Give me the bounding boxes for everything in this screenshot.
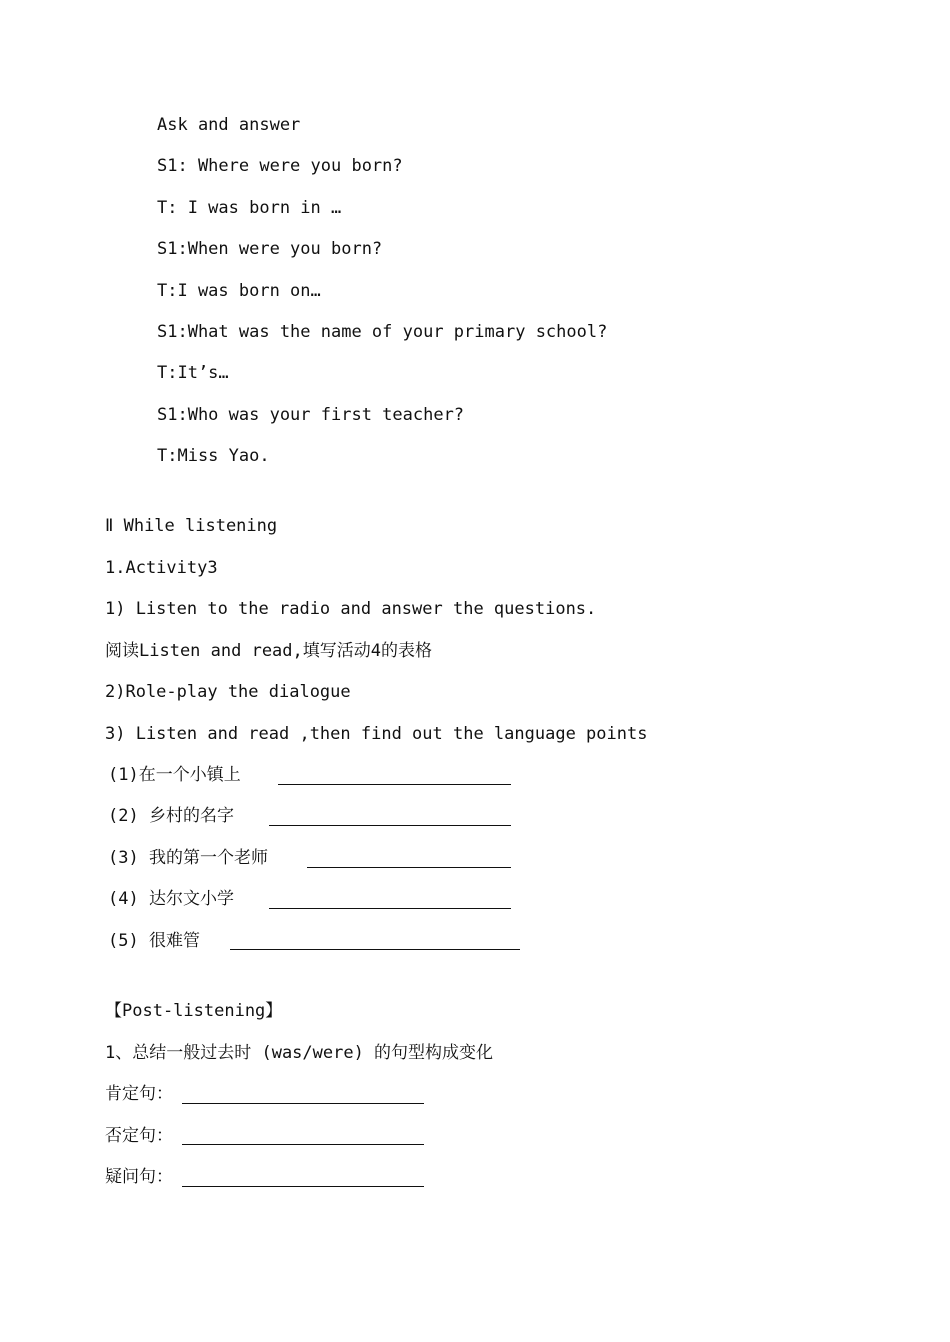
dialogue-line: S1: Where were you born? [157, 156, 403, 176]
sentence-form-label: 肯定句： [105, 1084, 173, 1104]
dialogue-line: S1:Who was your first teacher? [157, 405, 465, 425]
dialogue-line: S1:What was the name of your primary school? [157, 322, 608, 342]
dialogue-line: T:I was born on… [157, 281, 321, 301]
answer-blank[interactable] [230, 949, 520, 950]
answer-blank[interactable] [182, 1186, 424, 1187]
sentence-form-label: 疑问句： [105, 1167, 173, 1187]
ask-answer-heading: Ask and answer [157, 115, 301, 135]
answer-blank[interactable] [269, 825, 511, 826]
dialogue-line: T:Miss Yao. [157, 446, 270, 466]
step-1-note: 阅读Listen and read,填写活动4的表格 [105, 641, 432, 661]
language-point: (3) 我的第一个老师 [108, 848, 268, 868]
answer-blank[interactable] [182, 1144, 424, 1145]
post-listening-heading: 【Post-listening】 [105, 1001, 283, 1021]
answer-blank[interactable] [269, 908, 511, 909]
dialogue-line: S1:When were you born? [157, 239, 383, 259]
while-listening-heading: Ⅱ While listening [105, 516, 278, 536]
language-point: (4) 达尔文小学 [108, 889, 234, 909]
step-1: 1) Listen to the radio and answer the questions. [105, 599, 597, 619]
step-3: 3) Listen and read ,then find out the language points [105, 724, 648, 744]
post-listening-task: 1、总结一般过去时 (was/were) 的句型构成变化 [105, 1043, 494, 1063]
language-point: (2) 乡村的名字 [108, 806, 234, 826]
language-point: (1)在一个小镇上 [108, 765, 241, 785]
sentence-form-label: 否定句： [105, 1126, 173, 1146]
step-2: 2)Role-play the dialogue [105, 682, 351, 702]
answer-blank[interactable] [307, 867, 511, 868]
answer-blank[interactable] [278, 784, 511, 785]
language-point: (5) 很难管 [108, 931, 200, 951]
dialogue-line: T: I was born in … [157, 198, 342, 218]
dialogue-line: T:It’s… [157, 363, 229, 383]
activity-label: 1.Activity3 [105, 558, 218, 578]
answer-blank[interactable] [182, 1103, 424, 1104]
